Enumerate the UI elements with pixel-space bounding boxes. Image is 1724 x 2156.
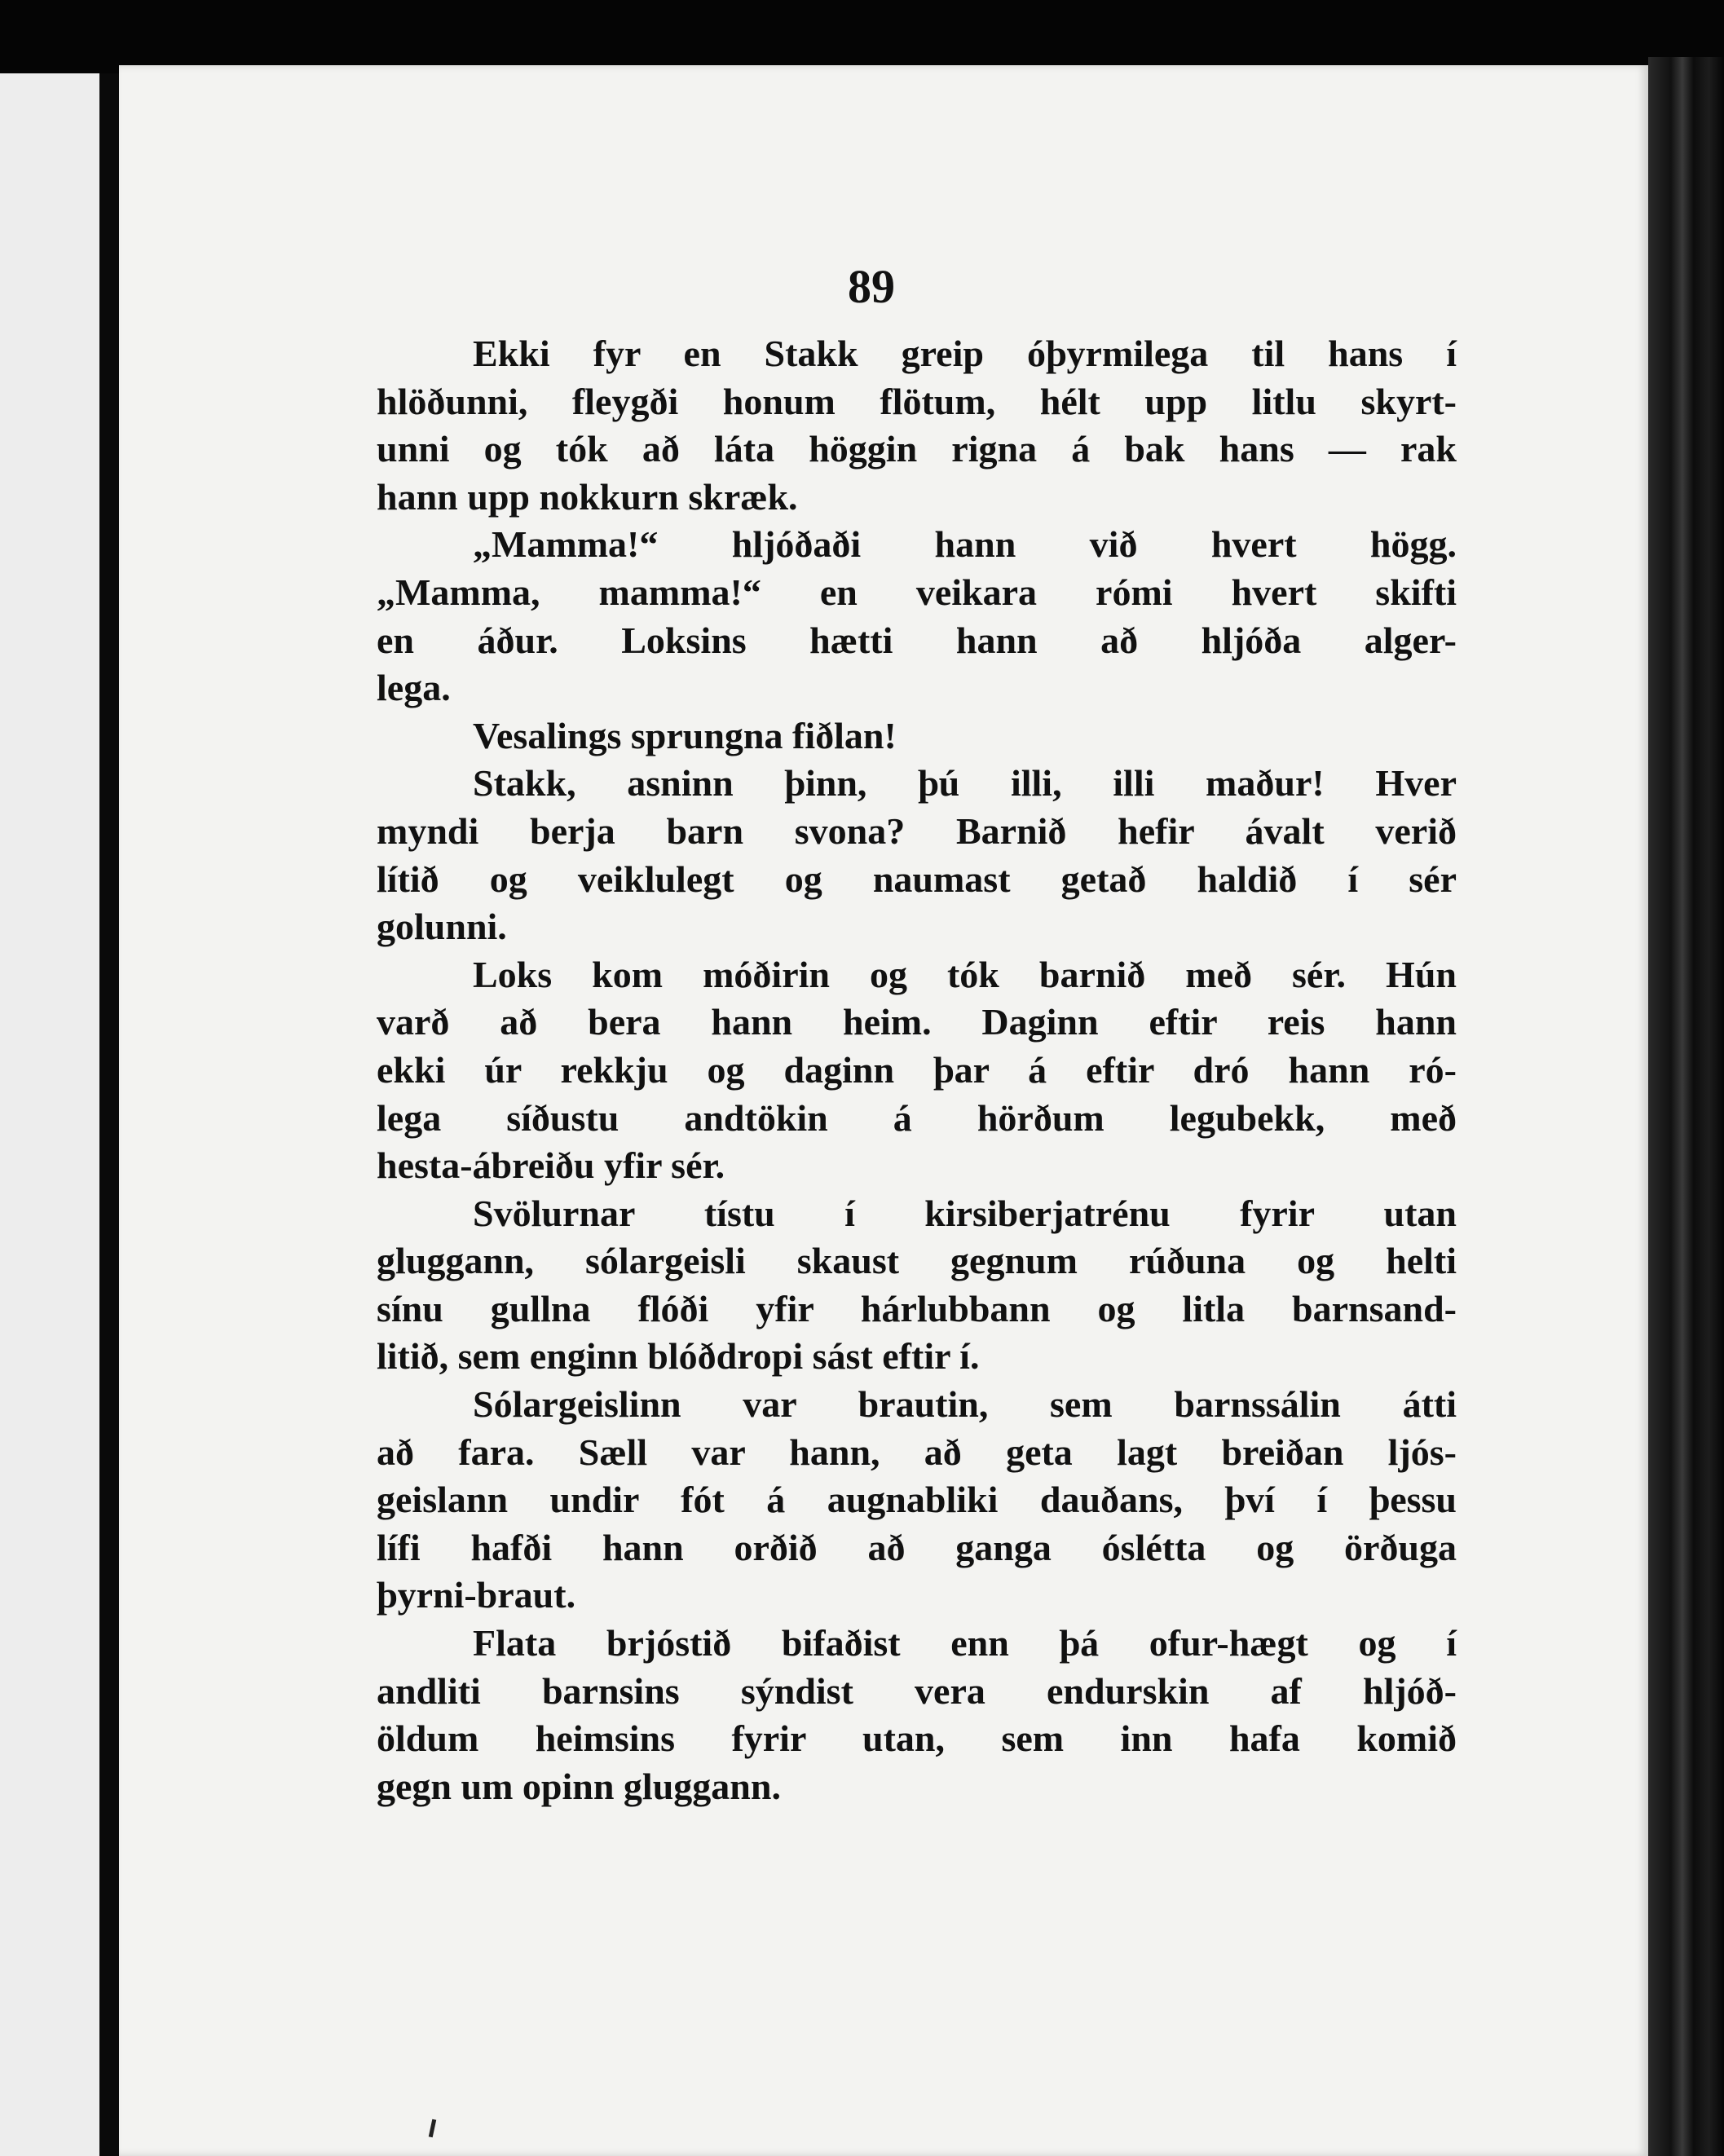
- page-stack-edge: [1648, 57, 1724, 2156]
- text-line: Stakk, asninn þinn, þú illi, illi maður! Hver: [473, 762, 1457, 805]
- text-line: sínu gullna flóði yfir hárlubbann og litla barnsand-: [377, 1287, 1457, 1329]
- text-line: þyrni-braut.: [377, 1574, 576, 1616]
- text-line: gegn um opinn gluggann.: [377, 1765, 781, 1807]
- text-line: andliti barnsins sýndist vera endurskin af hljóð-: [377, 1669, 1457, 1712]
- text-line: myndi berja barn svona? Barnið hefir ávalt verið: [377, 809, 1457, 852]
- text-line: en áður. Loksins hætti hann að hljóða alger-: [377, 619, 1457, 661]
- text-line: gluggann, sólargeisli skaust gegnum rúðuna og helti: [377, 1240, 1457, 1282]
- text-line: Ekki fyr en Stakk greip óþyrmilega til hans í: [473, 333, 1457, 374]
- text-line: lífi hafði hann orðið að ganga óslétta og örðuga: [377, 1526, 1457, 1568]
- text-line: golunni.: [377, 906, 507, 948]
- text-line: „Mamma, mamma!“ en veikara rómi hvert skifti: [377, 571, 1457, 613]
- text-line: ekki úr rekkju og daginn þar á eftir dró hann ró-: [377, 1048, 1457, 1091]
- text-line: hesta-ábreiðu yfir sér.: [377, 1144, 725, 1187]
- text-line: „Mamma!“ hljóðaði hann við hvert högg.: [473, 523, 1457, 566]
- text-line: hann upp nokkurn skræk.: [377, 475, 798, 518]
- text-line: hlöðunni, fleygði honum flötum, hélt upp litlu skyrt-: [377, 380, 1457, 422]
- text-line: að fara. Sæll var hann, að geta lagt breiðan ljós-: [377, 1431, 1457, 1473]
- text-line: lega síðustu andtökin á hörðum legubekk, með: [377, 1096, 1457, 1139]
- text-line: lega.: [377, 667, 451, 709]
- text-line: Vesalings sprungna fiðlan!: [473, 714, 897, 756]
- body-text: [377, 330, 1457, 1810]
- text-line: litið, sem enginn blóðdropi sást eftir í.: [377, 1335, 980, 1378]
- text-line: lítið og veiklulegt og naumast getað haldið í sér: [377, 858, 1457, 900]
- page-number: 89: [848, 260, 895, 313]
- text-line: Loks kom móðirin og tók barnið með sér. Hún: [473, 953, 1457, 995]
- text-line: geislann undir fót á augnabliki dauðans, því í þessu: [377, 1479, 1457, 1521]
- book-gutter: [99, 73, 119, 2156]
- text-line: Svölurnar tístu í kirsiberjatrénu fyrir utan: [473, 1192, 1457, 1234]
- text-line: Sólargeislinn var brautin, sem barnssálin átti: [473, 1383, 1457, 1426]
- text-line: unni og tók að láta höggin rigna á bak hans — rak: [377, 428, 1457, 470]
- text-line: varð að bera hann heim. Daginn eftir reis hann: [377, 1001, 1457, 1043]
- text-line: Flata brjóstið bifaðist enn þá ofur-hægt og í: [473, 1622, 1457, 1664]
- text-line: öldum heimsins fyrir utan, sem inn hafa komið: [377, 1717, 1457, 1760]
- facing-page-edge: [0, 73, 99, 2156]
